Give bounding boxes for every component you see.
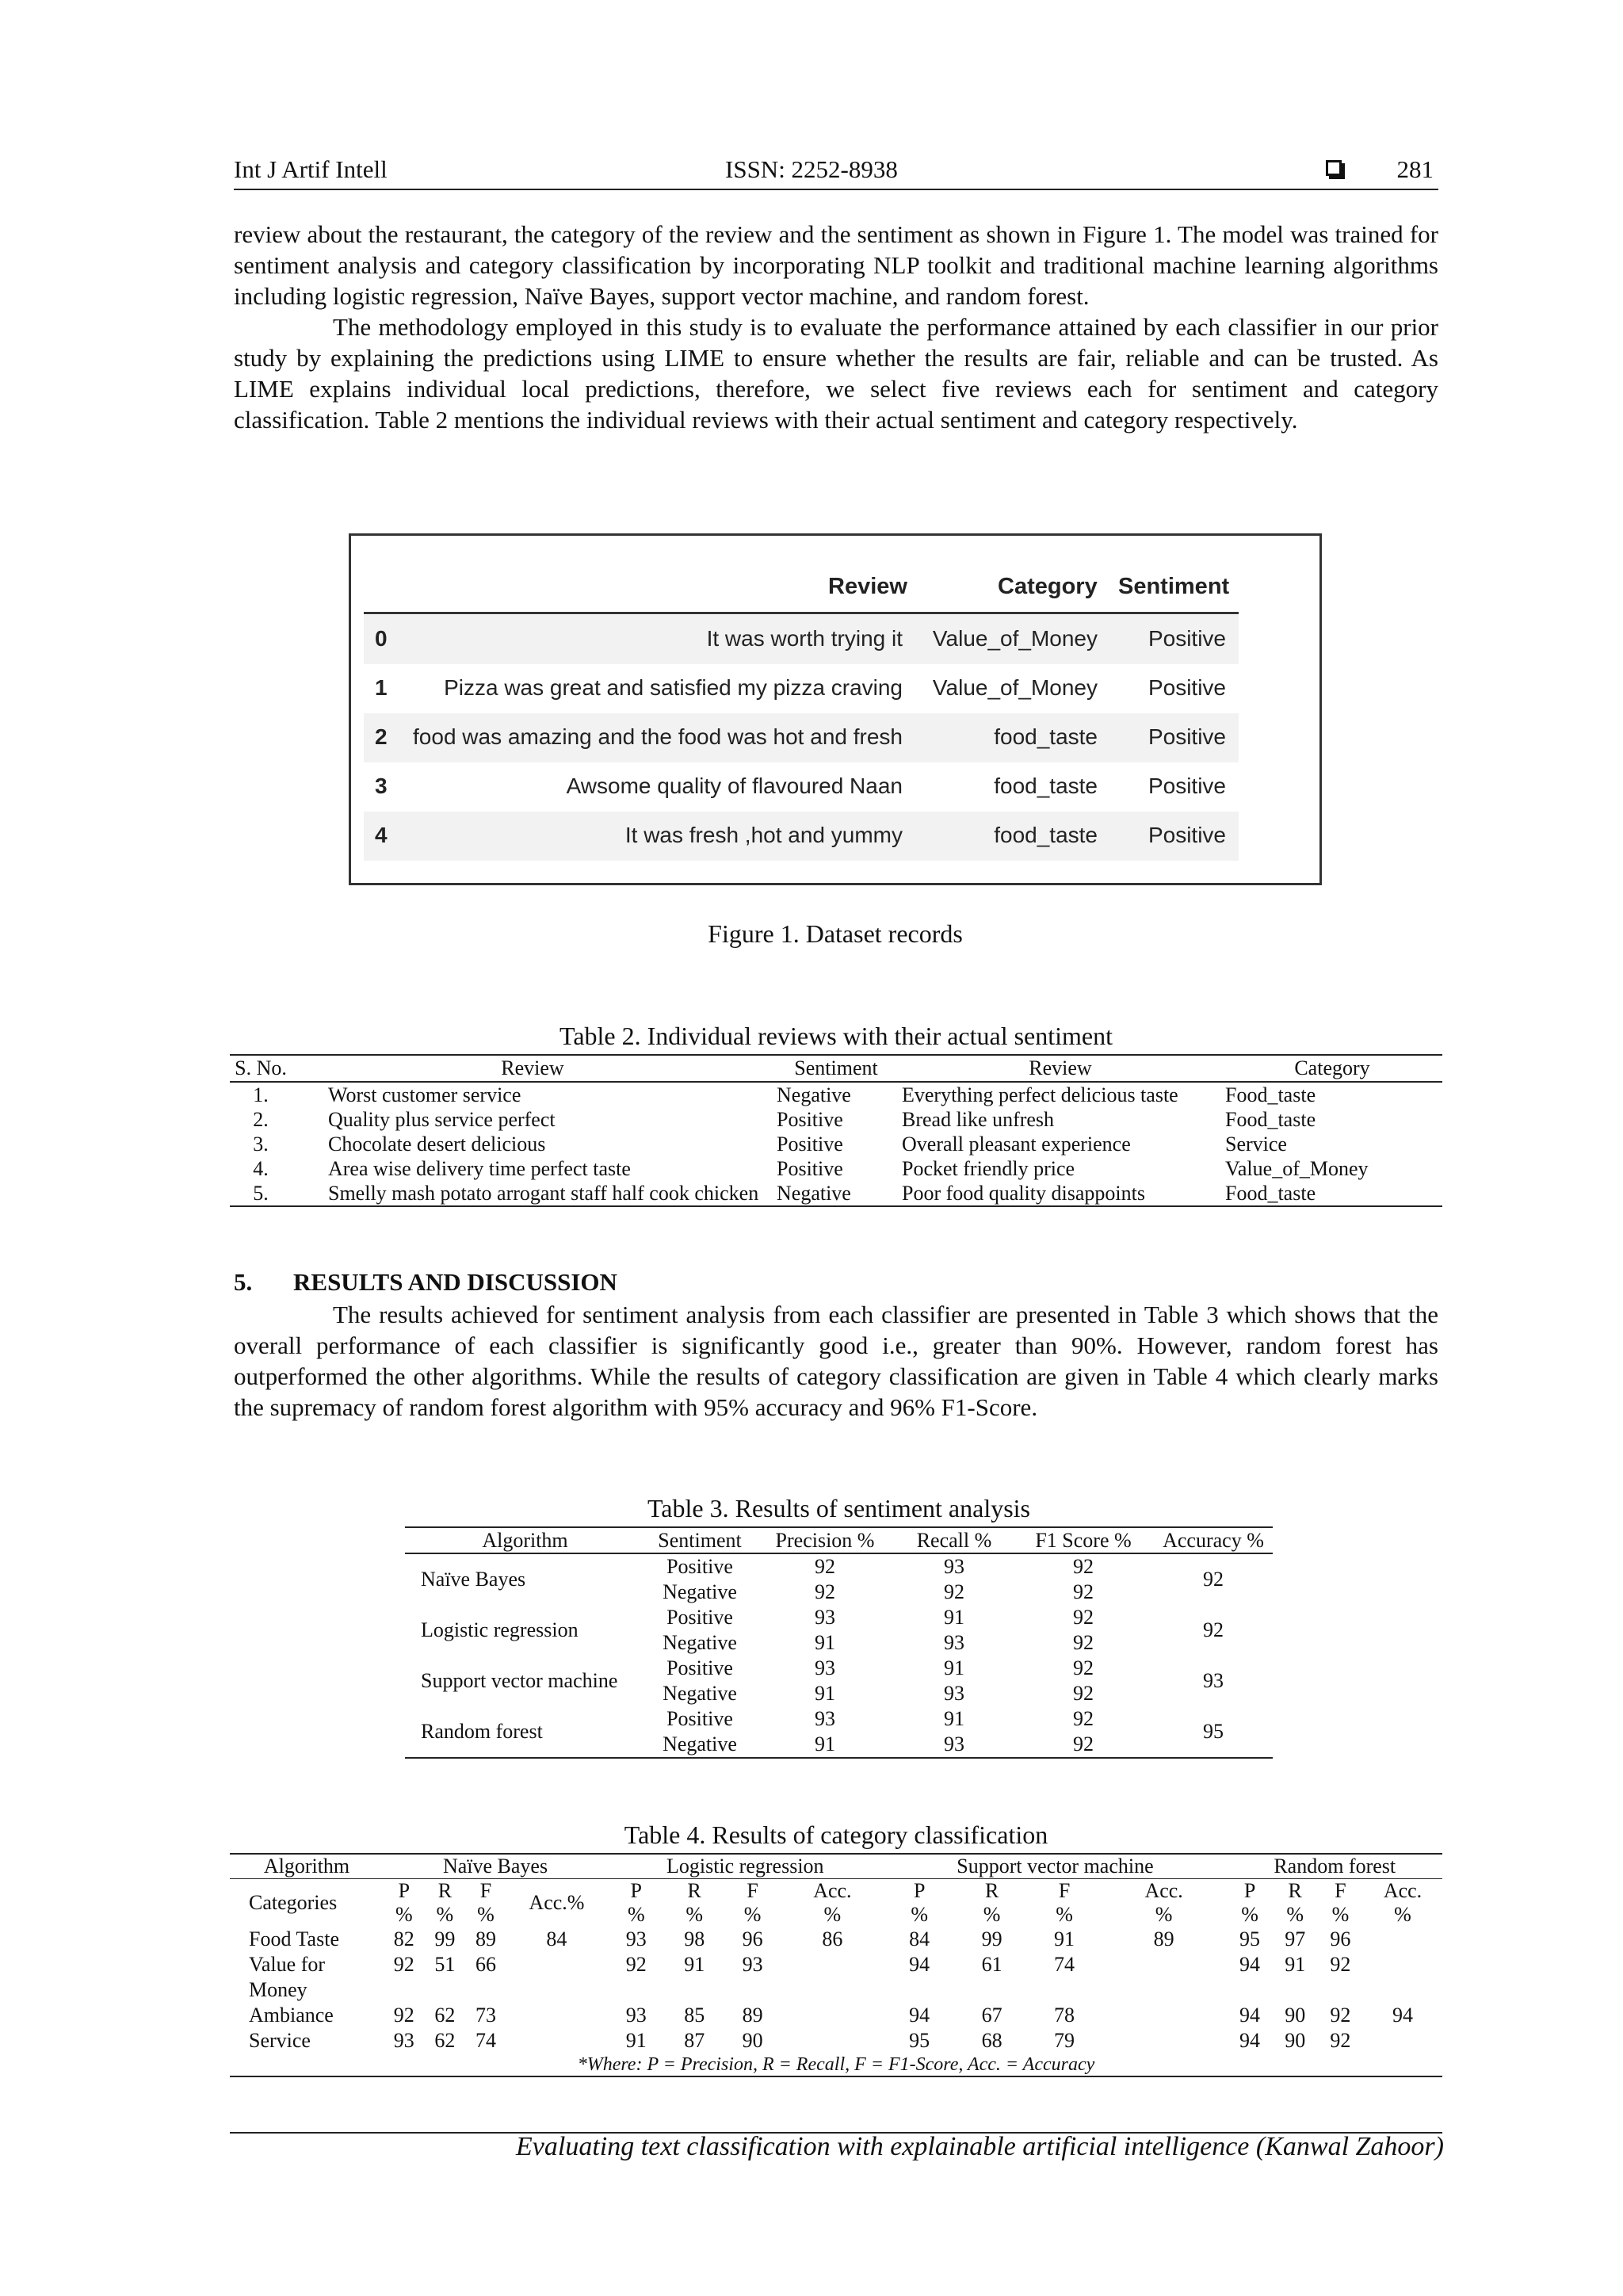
col-header: Support vector machine <box>883 1854 1227 1879</box>
intro-text <box>234 219 1438 435</box>
sub-header-unit: % <box>1241 1903 1258 1926</box>
sub-header-unit: % <box>743 1903 762 1926</box>
cell: 91 <box>1285 1953 1306 1976</box>
table-header-row <box>230 1854 1442 1879</box>
col-header: Random forest <box>1227 1854 1442 1879</box>
cell: 84 <box>546 1927 567 1950</box>
fig-row-review: It was fresh ,hot and yummy <box>624 823 903 847</box>
fig-header-sentiment: Sentiment <box>1118 574 1230 599</box>
cell: 92 <box>1073 1606 1094 1629</box>
cell: 92 <box>1073 1631 1094 1654</box>
cell: 62 <box>434 2004 456 2027</box>
table-row <box>230 2028 1442 2053</box>
cell <box>1363 2028 1442 2053</box>
fig-row-review: Pizza was great and satisfied my pizza craving <box>444 675 903 700</box>
cell: 86 <box>822 1927 843 1950</box>
cell: 94 <box>909 1953 930 1976</box>
cell: 89 <box>742 2004 763 2027</box>
cell: 93 <box>815 1707 835 1730</box>
cell: 99 <box>434 1927 456 1950</box>
cell: 92 <box>393 1953 414 1976</box>
cell: 93 <box>742 1953 763 1976</box>
cell: 62 <box>434 2029 456 2052</box>
col-header: Accuracy % <box>1154 1527 1273 1553</box>
cell: 89 <box>475 1927 496 1950</box>
table-subheader-row <box>230 1903 1442 1927</box>
sub-header: F <box>1058 1879 1071 1902</box>
cell: 97 <box>1285 1927 1306 1950</box>
cell: Food_taste <box>1222 1181 1442 1206</box>
sub-header-unit: % <box>436 1903 454 1926</box>
cell: Area wise delivery time perfect taste <box>328 1157 631 1180</box>
cell: Negative <box>663 1631 737 1654</box>
cell: Smelly mash potato arrogant staff half cook chicken <box>292 1181 773 1206</box>
fig-row-sentiment: Positive <box>1148 724 1226 749</box>
cell: Poor food quality disappoints <box>899 1181 1222 1206</box>
cell: 82 <box>393 1927 414 1950</box>
table-row <box>230 1156 1442 1181</box>
sub-header-unit: % <box>1155 1903 1173 1926</box>
cell: 94 <box>1239 2004 1261 2027</box>
cell: Positive <box>666 1555 733 1578</box>
cell: Positive <box>666 1656 733 1679</box>
algorithm-cell: Support vector machine <box>421 1669 618 1692</box>
square-bullet-icon <box>1326 160 1342 176</box>
sub-header: R <box>437 1879 453 1902</box>
cell: 61 <box>981 1953 1002 1976</box>
cell: 68 <box>981 2029 1002 2052</box>
sub-header: F <box>747 1879 758 1902</box>
cell: 3. <box>253 1133 269 1156</box>
fig-row-sentiment: Positive <box>1148 823 1226 847</box>
cell: 78 <box>1054 2004 1075 2027</box>
cell <box>781 2028 883 2053</box>
cell: 67 <box>981 2004 1002 2027</box>
table-note: *Where: P = Precision, R = Recall, F = F1-Score, Acc. = Accuracy <box>230 2053 1442 2076</box>
cell <box>1101 2003 1228 2028</box>
table-row <box>230 1181 1442 1206</box>
cell: Positive <box>777 1108 843 1131</box>
cell: Food_taste <box>1225 1108 1316 1131</box>
cell: 79 <box>1054 2029 1075 2052</box>
cell: Food_taste <box>1225 1083 1316 1106</box>
cell: 92 <box>1330 2004 1351 2027</box>
cell: 2. <box>253 1108 269 1131</box>
cell: 5. <box>230 1181 292 1206</box>
section-title: RESULTS AND DISCUSSION <box>293 1268 617 1296</box>
cell <box>781 2003 883 2028</box>
sub-header: F <box>479 1879 492 1902</box>
table-subheader-row <box>230 1879 1442 1904</box>
col-header: F1 Score % <box>1013 1527 1154 1553</box>
cell: 89 <box>1153 1927 1174 1950</box>
cell <box>1101 1952 1228 2003</box>
col-header: Naïve Bayes <box>384 1854 607 1879</box>
col-header: Sentiment <box>645 1527 754 1553</box>
fig-row-category: food_taste <box>994 724 1098 749</box>
sub-header: R <box>984 1879 999 1902</box>
cell: 91 <box>1054 1927 1075 1950</box>
table-header-row <box>405 1527 1273 1553</box>
cell: Worst customer service <box>328 1083 521 1106</box>
category-cell: Ambiance <box>249 2004 334 2027</box>
cell: 91 <box>625 2029 647 2052</box>
fig-row-category: Value_of_Money <box>932 626 1098 651</box>
fig-row-category: food_taste <box>994 823 1098 847</box>
fig-row-sentiment: Positive <box>1148 774 1226 798</box>
cell: 94 <box>1392 2004 1413 2027</box>
cell: 92 <box>625 1953 647 1976</box>
fig-header-category: Category <box>998 574 1098 599</box>
cell: Positive <box>777 1133 843 1156</box>
cell: 93 <box>393 2029 414 2052</box>
cell <box>1363 1927 1442 1952</box>
cell: 94 <box>1239 2029 1261 2052</box>
sub-header-unit: % <box>823 1903 842 1926</box>
cell: 4. <box>253 1157 269 1180</box>
cell: 98 <box>684 1927 705 1950</box>
cell <box>1101 2028 1228 2053</box>
cell: 93 <box>944 1682 964 1705</box>
fig-row-sentiment: Positive <box>1148 675 1226 700</box>
figure-1-caption: Figure 1. Dataset records <box>708 919 963 948</box>
cell: 87 <box>684 2029 705 2052</box>
sub-header-unit: % <box>1331 1903 1350 1926</box>
cell <box>1363 1952 1442 2003</box>
cell: 92 <box>1073 1682 1094 1705</box>
paragraph-2: The methodology employed in this study is to evaluate the performance attained by each classifier in our prior study by explaining the predictions using LIME to ensure whether the results are fair, reliable and can be trusted. As LIME explains individual local predictions, therefore, we select five reviews each for sentiment and category classification. Table 2 mentions the individual reviews with their actual sentiment and category respectively. <box>234 313 1438 434</box>
cell: Quality plus service perfect <box>328 1108 556 1131</box>
accuracy-cell: 93 <box>1203 1669 1224 1692</box>
cell <box>506 2028 607 2053</box>
paragraph-3: The results achieved for sentiment analysis from each classifier are presented in Table 3 which shows that the overall performance of each classifier is significantly good i.e., greater than 90%. However, random forest has outperformed the other algorithms. While the results of category classification are given in Table 4 which clearly marks the supremacy of random forest algorithm with 95% accuracy and 96% F1-Score. <box>234 1301 1438 1421</box>
cell: 92 <box>815 1580 835 1603</box>
cell: Pocket friendly price <box>902 1157 1075 1180</box>
accuracy-cell: 92 <box>1203 1618 1224 1641</box>
table-row <box>230 2003 1442 2028</box>
table-row <box>405 1553 1273 1580</box>
col-header: S. No. <box>230 1055 292 1082</box>
fig-row-review: food was amazing and the food was hot and fresh <box>413 724 903 749</box>
fig-row-review: Awsome quality of flavoured Naan <box>566 774 903 798</box>
table-row <box>230 1952 1442 2003</box>
cell: Negative <box>645 1732 754 1758</box>
table-4-caption: Table 4. Results of category classification <box>624 1820 1048 1849</box>
cell: Value_of_Money <box>1225 1157 1369 1180</box>
fig-row-index: 0 <box>375 626 388 651</box>
fig-row-sentiment: Positive <box>1148 626 1226 651</box>
cell: 85 <box>684 2004 705 2027</box>
sub-header-unit: % <box>477 1903 495 1926</box>
cell: 84 <box>909 1927 930 1950</box>
cell: Everything perfect delicious taste <box>902 1083 1178 1106</box>
cell: 93 <box>815 1656 835 1679</box>
cell: 66 <box>475 1953 496 1976</box>
section-heading <box>234 1268 617 1297</box>
cell: 51 <box>434 1953 456 1976</box>
cell: 93 <box>944 1631 964 1654</box>
paragraph-1: review about the restaurant, the category of the review and the sentiment as shown in Figure 1. The model was trained for sentiment analysis and category classification by incorporating NLP toolkit and traditional machine learning algorithms including logistic regression, Naïve Bayes, support vector machine, and random forest. <box>234 220 1438 310</box>
cell: 74 <box>475 2029 496 2052</box>
table-4 <box>230 1853 1442 2077</box>
col-header: Algorithm <box>230 1854 384 1879</box>
sub-header: Acc. <box>1383 1879 1423 1902</box>
sub-header: P <box>630 1879 643 1902</box>
table-note-row <box>230 2053 1442 2076</box>
cell: 92 <box>1013 1732 1154 1758</box>
table-header-row <box>230 1055 1442 1082</box>
cell: Negative <box>777 1083 851 1106</box>
category-cell: Service <box>249 2029 311 2052</box>
accuracy-cell: 92 <box>1203 1568 1224 1591</box>
fig-row-category: Value_of_Money <box>932 675 1098 700</box>
fig-row-index: 4 <box>375 823 388 847</box>
col-header: Sentiment <box>773 1055 899 1082</box>
table-row <box>230 1132 1442 1156</box>
fig-row-index: 1 <box>375 675 388 700</box>
cell: 94 <box>1239 1953 1261 1976</box>
row-header: Categories <box>249 1891 338 1914</box>
table-row <box>405 1605 1273 1630</box>
sub-header-unit: % <box>627 1903 645 1926</box>
table-2 <box>230 1054 1442 1207</box>
cell: 91 <box>815 1682 835 1705</box>
table-row <box>230 1082 1442 1107</box>
col-header: Algorithm <box>405 1527 645 1553</box>
cell: Negative <box>663 1682 737 1705</box>
fig-row <box>364 713 1239 762</box>
cell: 95 <box>909 2029 930 2052</box>
results-text <box>234 1299 1438 1423</box>
fig-row-index: 2 <box>375 724 388 749</box>
sub-header: P <box>1243 1879 1256 1902</box>
cell: Positive <box>666 1707 733 1730</box>
cell: Chocolate desert delicious <box>328 1133 546 1156</box>
cell: 93 <box>625 1927 647 1950</box>
sub-header: Acc.% <box>529 1891 585 1914</box>
fig-row <box>364 615 1239 664</box>
fig-row <box>364 664 1239 713</box>
cell: 91 <box>944 1656 964 1679</box>
sub-header-unit: % <box>1394 1903 1411 1926</box>
issn: ISSN: 2252-8938 <box>725 155 898 183</box>
sub-header-unit: % <box>983 1903 1001 1926</box>
cell: 93 <box>944 1555 964 1578</box>
cell: 91 <box>815 1631 835 1654</box>
fig-header-review: Review <box>828 574 907 599</box>
fig-header-rule <box>364 612 1239 614</box>
cell: 92 <box>1073 1656 1094 1679</box>
table-row <box>405 1706 1273 1732</box>
algorithm-cell: Logistic regression <box>421 1618 579 1641</box>
sub-header: Acc. <box>813 1879 852 1902</box>
cell: 91 <box>684 1953 705 1976</box>
cell: 96 <box>742 1927 763 1950</box>
section-number: 5. <box>234 1268 253 1296</box>
col-header: Category <box>1222 1055 1442 1082</box>
cell: 90 <box>1285 2004 1306 2027</box>
cell: Negative <box>773 1181 899 1206</box>
cell: Overall pleasant experience <box>902 1133 1131 1156</box>
table-row <box>230 1107 1442 1132</box>
sub-header: F <box>1335 1879 1346 1902</box>
fig-row <box>364 812 1239 861</box>
cell: Service <box>1225 1133 1287 1156</box>
col-header: Review <box>899 1055 1222 1082</box>
category-cell: Food Taste <box>249 1927 339 1950</box>
cell: 92 <box>1073 1555 1094 1578</box>
cell: 92 <box>393 2004 414 2027</box>
cell: 91 <box>944 1707 964 1730</box>
running-header <box>234 154 1438 190</box>
figure-1-dataset-records <box>349 533 1322 885</box>
cell: 96 <box>1330 1927 1351 1950</box>
cell <box>506 1952 607 2003</box>
sub-header-unit: % <box>685 1903 704 1926</box>
table-row <box>405 1656 1273 1681</box>
fig-row-category: food_taste <box>994 774 1098 798</box>
accuracy-cell: 95 <box>1154 1706 1273 1758</box>
cell: 95 <box>1239 1927 1261 1950</box>
table-3 <box>405 1526 1273 1759</box>
cell: Negative <box>663 1580 737 1603</box>
fig-row <box>364 762 1239 812</box>
sub-header: Acc. <box>1144 1879 1183 1902</box>
cell <box>781 1952 883 2003</box>
cell: 92 <box>944 1580 964 1603</box>
cell: Positive <box>666 1606 733 1629</box>
cell: 91 <box>944 1606 964 1629</box>
sub-header: P <box>913 1879 926 1902</box>
cell: 93 <box>896 1732 1013 1758</box>
cell: 91 <box>754 1732 896 1758</box>
cell: Positive <box>777 1157 843 1180</box>
sub-header: R <box>1288 1879 1302 1902</box>
col-header: Precision % <box>754 1527 896 1553</box>
sub-header-unit: % <box>395 1903 413 1926</box>
cell: 92 <box>1330 2029 1351 2052</box>
cell: 94 <box>909 2004 930 2027</box>
cell: 74 <box>1054 1953 1075 1976</box>
cell: 92 <box>1073 1580 1094 1603</box>
page-number: 281 <box>1396 155 1434 183</box>
cell: 1. <box>253 1083 269 1106</box>
sub-header: P <box>398 1879 411 1902</box>
cell: 92 <box>815 1555 835 1578</box>
fig-row-review: It was worth trying it <box>706 626 903 651</box>
fig-row-index: 3 <box>375 774 388 798</box>
algorithm-cell: Naïve Bayes <box>421 1568 526 1591</box>
table-3-caption: Table 3. Results of sentiment analysis <box>647 1494 1030 1522</box>
cell <box>506 2003 607 2028</box>
col-header: Recall % <box>896 1527 1013 1553</box>
cell: 92 <box>1073 1707 1094 1730</box>
cell: 92 <box>1330 1953 1351 1976</box>
table-2-caption: Table 2. Individual reviews with their actual sentiment <box>559 1022 1113 1050</box>
cell: 93 <box>625 2004 647 2027</box>
sub-header-unit: % <box>911 1903 928 1926</box>
cell: 73 <box>475 2004 496 2027</box>
cell: 90 <box>742 2029 763 2052</box>
cell: 93 <box>815 1606 835 1629</box>
cell: 99 <box>981 1927 1002 1950</box>
running-footer: Evaluating text classification with explainable artificial intelligence (Kanwal Zahoor) <box>516 2132 1444 2161</box>
table-row <box>230 1927 1442 1952</box>
category-cell: Value for Money <box>249 1953 326 2001</box>
sub-header-unit: % <box>1056 1903 1073 1926</box>
sub-header-unit: % <box>1286 1903 1304 1926</box>
journal-name: Int J Artif Intell <box>234 155 388 183</box>
col-header: Review <box>292 1055 773 1082</box>
cell: Bread like unfresh <box>902 1108 1055 1131</box>
algorithm-cell: Random forest <box>405 1706 645 1758</box>
cell: 90 <box>1285 2029 1306 2052</box>
sub-header: R <box>687 1879 701 1902</box>
col-header: Logistic regression <box>607 1854 883 1879</box>
